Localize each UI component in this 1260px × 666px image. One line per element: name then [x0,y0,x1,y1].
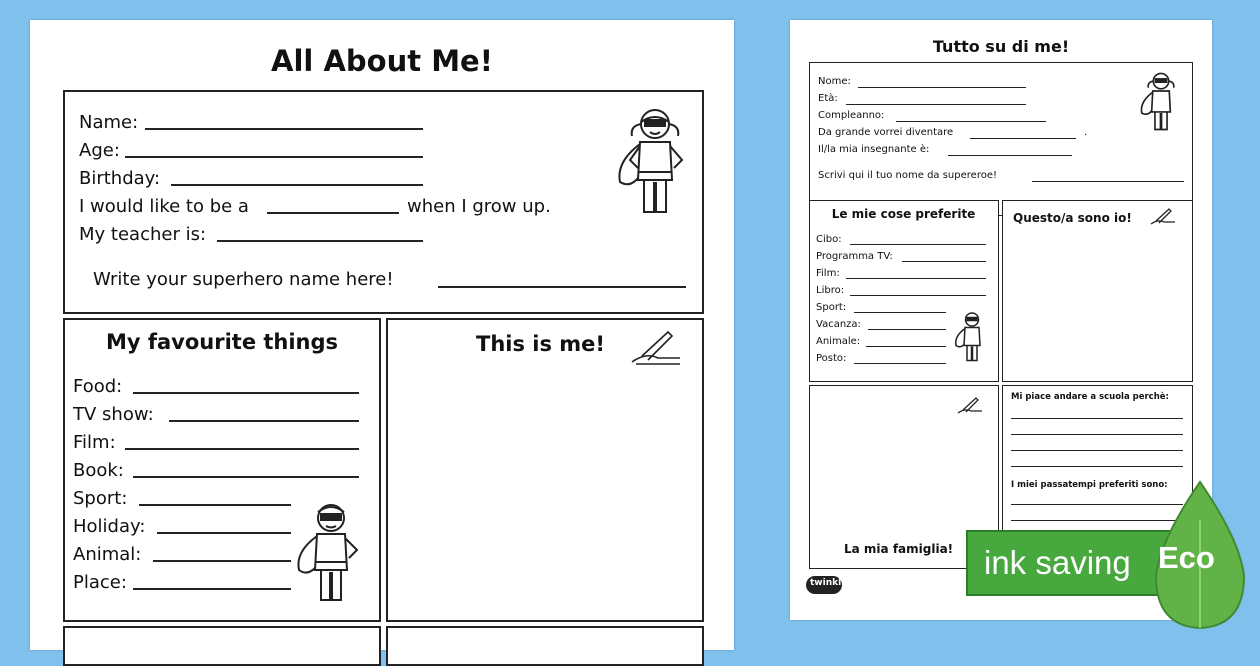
teacher-label: My teacher is: [79,224,207,245]
fav-place-line [133,588,291,590]
fav-film-line [125,448,359,450]
grow-up-prefix: I would like to be a [79,196,249,217]
fav-food-line [133,392,359,394]
name-label: Name: [79,112,139,133]
nome-label: Nome: [818,76,851,87]
twinkl-logo-text: twinkl [810,578,842,588]
grow-up-line [267,212,399,214]
supereroe-label: Scrivi qui il tuo nome da supereroe! [818,170,997,181]
fav-holiday-line [157,532,291,534]
vacanza-label: Vacanza: [816,319,861,330]
italian-title: Tutto su di me! [932,37,1070,56]
sport-it-label: Sport: [816,302,847,313]
fav-holiday-label: Holiday: [73,516,146,537]
superhero-boy-icon [291,498,371,608]
fav-sport-line [139,504,291,506]
compleanno-label: Compleanno: [818,110,885,121]
insegnante-line [948,155,1072,156]
italian-superhero-girl-icon [1136,69,1186,135]
fav-food-label: Food: [73,376,123,397]
animale-label: Animale: [816,336,861,347]
nome-line [858,87,1026,88]
da-grande-suffix: . [1084,127,1088,138]
vacanza-line [868,329,946,330]
hobbies-label: I miei passatempi preferiti sono: [1011,480,1168,490]
personal-details-box [63,90,704,314]
italian-superhero-boy-icon [952,309,992,365]
age-label: Age: [79,140,120,161]
superhero-line [438,286,686,288]
da-grande-line [970,138,1076,139]
name-line [145,128,423,130]
animale-line [866,346,946,347]
school-line-4 [1011,466,1183,467]
sport-it-line [854,312,946,313]
posto-line [854,363,946,364]
posto-label: Posto: [816,353,847,364]
libro-line [850,295,986,296]
insegnante-label: Il/la mia insegnante è: [818,144,930,155]
programma-tv-label: Programma TV: [816,251,893,262]
fav-tv-label: TV show: [73,404,154,425]
fav-sport-label: Sport: [73,488,128,509]
italian-this-is-me-box [1002,200,1193,382]
school-line-3 [1011,450,1183,451]
this-is-me-box [386,318,704,622]
bottom-box-right [386,626,704,666]
questo-sono-io-title: Questo/a sono io! [1013,211,1132,225]
film-it-line [846,278,986,279]
superhero-label: Write your superhero name here! [93,269,394,290]
bottom-box-left [63,626,381,666]
italian-pencil-hand-icon [1149,207,1177,227]
fav-book-line [133,476,359,478]
age-line [125,156,423,158]
compleanno-line [896,121,1046,122]
birthday-line [171,184,423,186]
supereroe-line [1032,181,1184,182]
italian-favourites-box [809,200,999,382]
italian-details-box [809,62,1193,216]
superhero-girl-icon [609,102,701,222]
birthday-label: Birthday: [79,168,161,189]
school-line-2 [1011,434,1183,435]
eco-label: Eco [1158,540,1215,575]
eta-line [846,104,1026,105]
worksheet-title: All About Me! [271,44,493,78]
this-is-me-title: This is me! [476,332,605,356]
cibo-line [850,244,986,245]
ink-saving-label: ink saving [984,544,1131,581]
school-label: Mi piace andare a scuola perchè: [1011,392,1169,402]
pencil-hand-icon [628,328,684,368]
favourites-title: My favourite things [105,330,339,354]
italian-favourites-title: Le mie cose preferite [831,207,976,221]
school-line-1 [1011,418,1183,419]
cibo-label: Cibo: [816,234,842,245]
libro-label: Libro: [816,285,845,296]
fav-book-label: Book: [73,460,124,481]
favourite-things-box [63,318,381,622]
fav-tv-line [169,420,359,422]
teacher-line [217,240,423,242]
fav-film-label: Film: [73,432,116,453]
english-worksheet [30,20,734,650]
grow-up-suffix: when I grow up. [407,196,551,217]
family-pencil-hand-icon [956,396,984,416]
fav-place-label: Place: [73,572,127,593]
programma-tv-line [902,261,986,262]
eta-label: Età: [818,93,838,104]
famiglia-title: La mia famiglia! [844,542,954,556]
fav-animal-label: Animal: [73,544,142,565]
da-grande-prefix: Da grande vorrei diventare [818,127,954,138]
fav-animal-line [153,560,291,562]
film-it-label: Film: [816,268,840,279]
